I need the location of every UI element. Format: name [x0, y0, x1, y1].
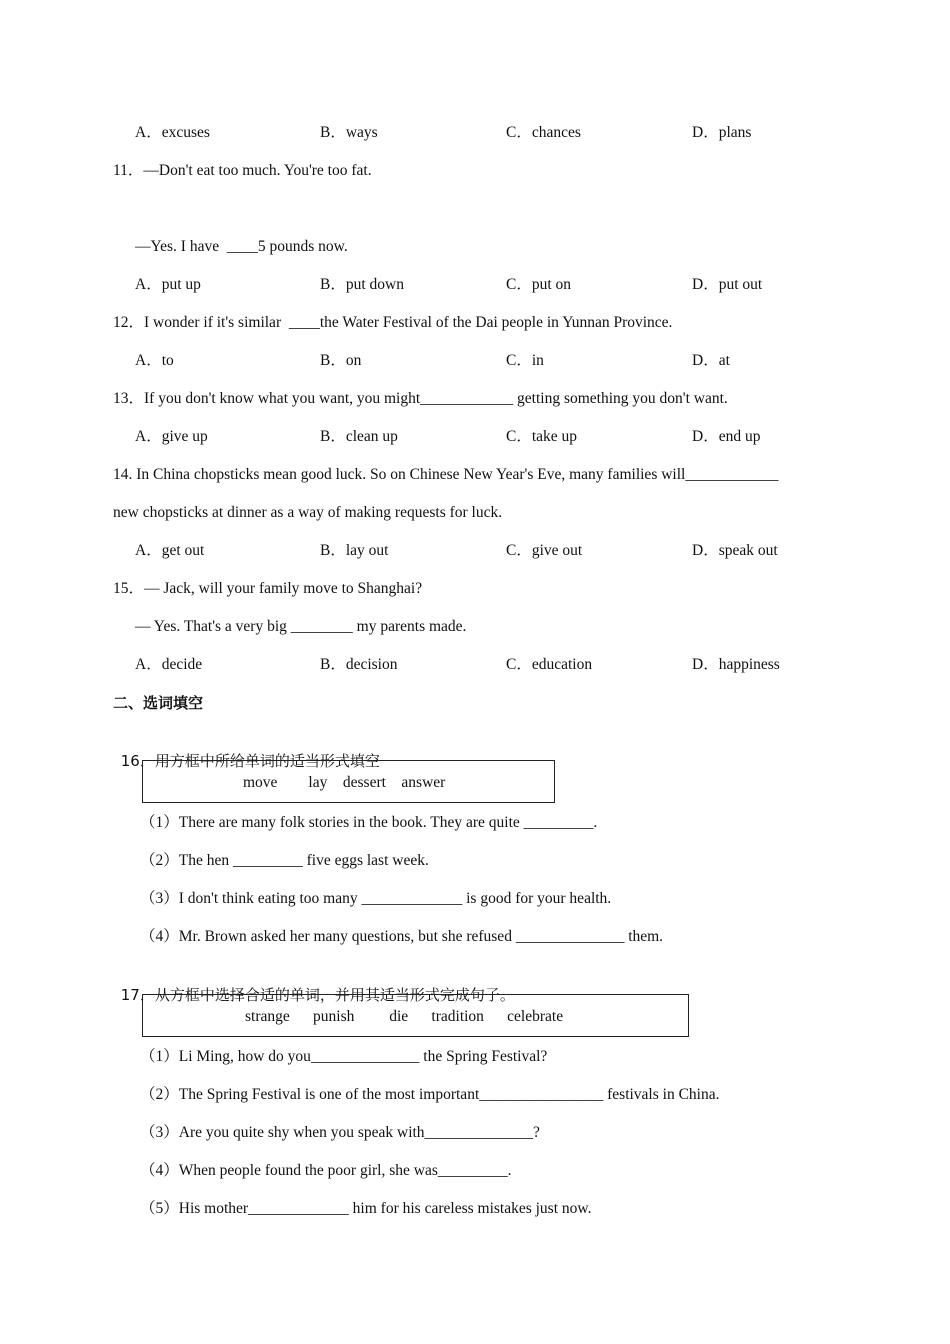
q13-stem: 13．If you don't know what you want, you might____________ getting something you don't want. — [113, 390, 728, 407]
q15-option-c: C．education — [506, 656, 593, 673]
q11-option-b: B．put down — [320, 276, 404, 293]
q10-option-b: B．ways — [320, 124, 378, 141]
q17-item-4: （4）When people found the poor girl, she was_________. — [140, 1162, 512, 1179]
q12-option-d: D．at — [692, 352, 730, 369]
q12-stem: 12．I wonder if it's similar ____the Water Festival of the Dai people in Yunnan Province. — [113, 314, 673, 331]
q14-option-c: C．give out — [506, 542, 583, 559]
q16-stem-text: 16．用方框中所给单词的适当形式填空 — [120, 752, 380, 770]
q13-option-c: C．take up — [506, 428, 578, 445]
q13-option-a: A．give up — [135, 428, 208, 445]
q16-word-box — [142, 760, 555, 803]
q10-option-a: A．excuses — [135, 124, 210, 141]
q14-option-b: B．lay out — [320, 542, 389, 559]
q17-word-list: strange punish die tradition celebrate — [245, 1008, 564, 1025]
q17-item-1: （1）Li Ming, how do you______________ the Spring Festival? — [140, 1048, 548, 1065]
q15-option-d: D．happiness — [692, 656, 780, 673]
q16-item-4: （4）Mr. Brown asked her many questions, but she refused ______________ them. — [140, 928, 664, 945]
q14-option-d: D．speak out — [692, 542, 778, 559]
q14-stem: 14. In China chopsticks mean good luck. So on Chinese New Year's Eve, many families will____________ — [113, 466, 779, 483]
q11-option-c: C．put on — [506, 276, 572, 293]
q17-item-3: （3）Are you quite shy when you speak with______________? — [140, 1124, 540, 1141]
q10-option-d: D．plans — [692, 124, 752, 141]
q11-reply: —Yes. I have ____5 pounds now. — [135, 238, 348, 255]
q17-item-5: （5）His mother_____________ him for his careless mistakes just now. — [140, 1200, 592, 1217]
q15-reply: — Yes. That's a very big ________ my parents made. — [135, 618, 467, 635]
q15-option-b: B．decision — [320, 656, 398, 673]
q12-option-c: C．in — [506, 352, 544, 369]
q16-item-1: （1）There are many folk stories in the book. They are quite _________. — [140, 814, 598, 831]
q13-option-b: B．clean up — [320, 428, 398, 445]
q17-word-box — [142, 994, 689, 1037]
q13-option-d: D．end up — [692, 428, 761, 445]
q12-option-a: A．to — [135, 352, 174, 369]
section-title: 二、选词填空 — [113, 694, 204, 712]
q16-item-2: （2）The hen _________ five eggs last week. — [140, 852, 429, 869]
q16-word-list: move lay dessert answer — [243, 774, 446, 791]
q16-item-3: （3）I don't think eating too many _____________ is good for your health. — [140, 890, 612, 907]
q10-option-c: C．chances — [506, 124, 581, 141]
q11-stem: 11．—Don't eat too much. You're too fat. — [113, 162, 372, 179]
q17-stem-text: 17．从方框中选择合适的单词，并用其适当形式完成句子。 — [120, 986, 515, 1004]
q15-stem: 15．— Jack, will your family move to Shanghai? — [113, 580, 423, 597]
q14-stem-continued: new chopsticks at dinner as a way of making requests for luck. — [113, 504, 503, 521]
q11-option-d: D．put out — [692, 276, 763, 293]
q17-item-2: （2）The Spring Festival is one of the most important________________ festivals in China. — [140, 1086, 720, 1103]
q12-option-b: B．on — [320, 352, 362, 369]
q11-option-a: A．put up — [135, 276, 201, 293]
q15-option-a: A．decide — [135, 656, 203, 673]
q14-option-a: A．get out — [135, 542, 205, 559]
